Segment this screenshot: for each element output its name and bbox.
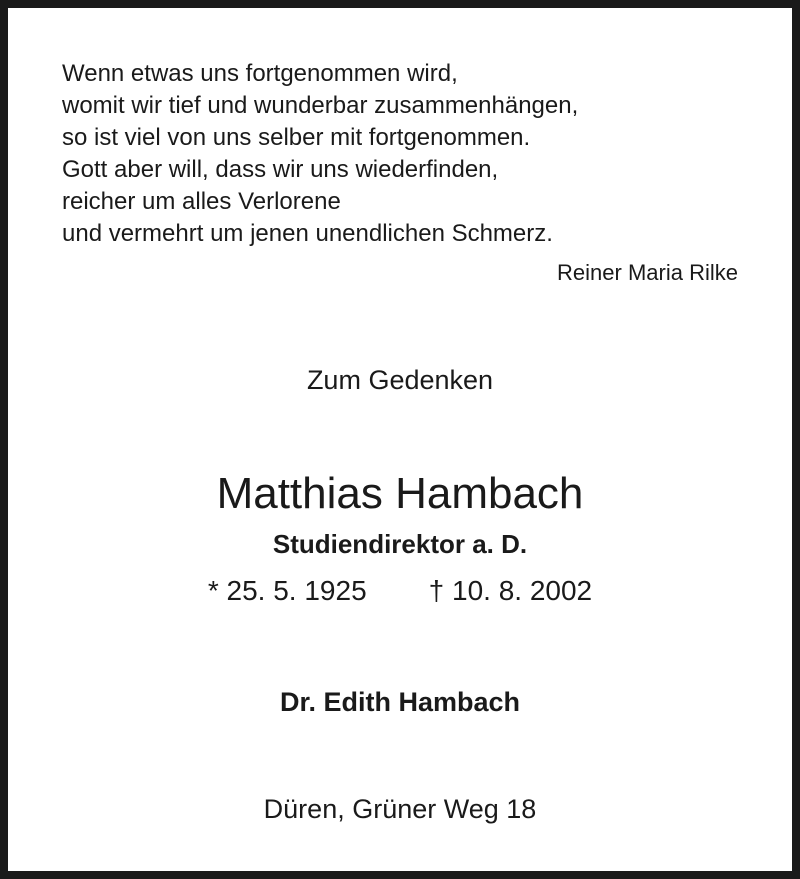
poem-line: Wenn etwas uns fortgenommen wird, — [62, 60, 458, 87]
memorial-heading: Zum Gedenken — [306, 365, 494, 395]
poem-line: reicher um alles Verlorene — [62, 188, 341, 215]
poem — [62, 58, 578, 250]
life-dates — [8, 573, 792, 609]
poem-line: so ist viel von uns selber mit fortgenommen. — [62, 124, 531, 151]
survivor-name: Dr. Edith Hambach — [279, 687, 521, 717]
deceased-title: Studiendirektor a. D. — [272, 529, 528, 559]
poem-author: Reiner Maria Rilke — [557, 260, 738, 285]
poem-line: und vermehrt um jenen unendlichen Schmerz. — [62, 220, 553, 247]
birth-date: * 25. 5. 1925 — [207, 575, 367, 606]
address: Düren, Grüner Weg 18 — [263, 794, 537, 824]
death-date: † 10. 8. 2002 — [428, 575, 593, 606]
deceased-name: Matthias Hambach — [216, 469, 584, 518]
poem-line: womit wir tief und wunderbar zusammenhängen, — [62, 92, 579, 119]
poem-line: Gott aber will, dass wir uns wiederfinden, — [62, 156, 499, 183]
